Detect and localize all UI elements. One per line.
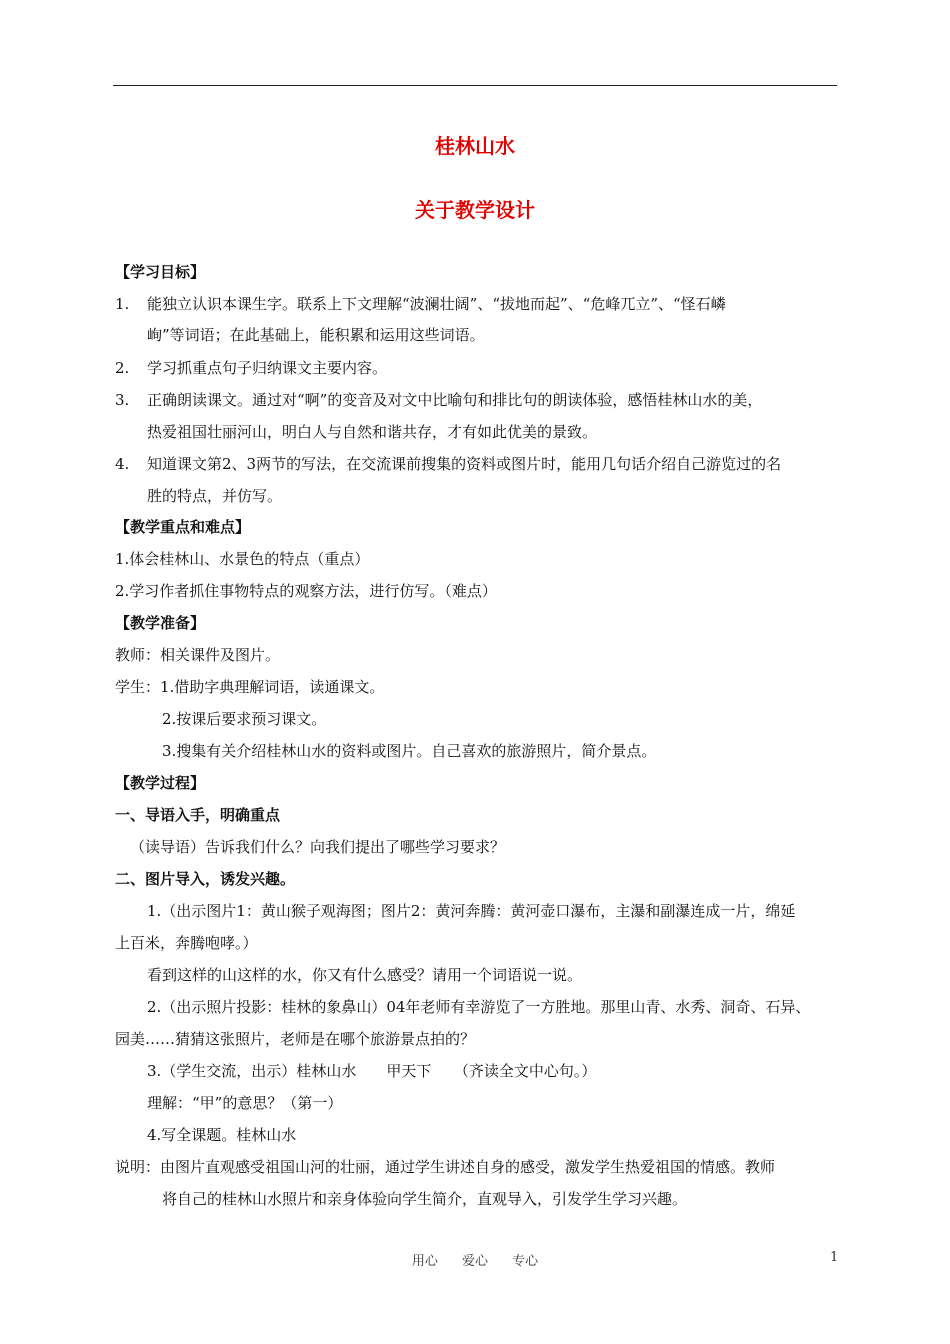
- footer-item: 用心: [411, 1254, 438, 1269]
- goal-line: 学习抓重点句子归纳课文主要内容。: [147, 359, 388, 377]
- page-number: 1: [830, 1250, 839, 1265]
- doc-title: 桂林山水: [435, 134, 515, 158]
- goal-line: 胜的特点，并仿写。: [147, 487, 283, 505]
- doc-subtitle: 关于教学设计: [415, 198, 535, 222]
- goals-heading: 【学习目标】: [115, 263, 206, 281]
- step2-line: 理解：“甲”的意思？（第一）: [147, 1094, 343, 1112]
- step2-line: 1.（出示图片1：黄山猴子观海图；图片2：黄河奔腾：黄河壶口瀑布，主瀑和副瀑连成一片，绵延: [147, 902, 796, 920]
- step2-line: 4.写全课题。桂林山水: [147, 1126, 297, 1144]
- process-heading: 【教学过程】: [115, 774, 206, 792]
- goal-number: 1.: [115, 295, 130, 313]
- header-rule: [113, 85, 837, 86]
- prep-teacher: 教师：相关课件及图片。: [115, 646, 281, 664]
- step2-line: 园美……猜猜这张照片，老师是在哪个旅游景点拍的？: [115, 1030, 476, 1048]
- goal-line: 知道课文第2、3两节的写法，在交流课前搜集的资料或图片时，能用几句话介绍自己游览过的名: [147, 455, 782, 473]
- goal-line: 峋”等词语；在此基础上，能积累和运用这些词语。: [147, 326, 485, 344]
- step2-line: 上百米，奔腾咆哮。）: [115, 934, 258, 952]
- step2-line: 看到这样的山这样的水，你又有什么感受？请用一个词语说一说。: [147, 966, 583, 984]
- step1-heading: 一、导语入手，明确重点: [115, 806, 281, 824]
- step2-heading: 二、图片导入，诱发兴趣。: [115, 870, 296, 888]
- key-item: 1.体会桂林山、水景色的特点（重点）: [115, 550, 370, 568]
- note-line: 将自己的桂林山水照片和亲身体验向学生简介，直观导入，引发学生学习兴趣。: [162, 1190, 688, 1208]
- prep-student: 学生：1.借助字典理解词语，读通课文。: [115, 678, 385, 696]
- goal-line: 能独立认识本课生字。联系上下文理解“波澜壮阔”、“拔地而起”、“危峰兀立”、“怪石嶙: [147, 295, 726, 313]
- goal-number: 2.: [115, 359, 130, 377]
- step2-line: 3.（学生交流，出示）桂林山水 甲天下 （齐读全文中心句。）: [147, 1062, 597, 1080]
- goal-line: 热爱祖国壮丽河山，明白人与自然和谐共存，才有如此优美的景致。: [147, 423, 598, 441]
- key-heading: 【教学重点和难点】: [115, 518, 251, 536]
- goal-line: 正确朗读课文。通过对“啊”的变音及对文中比喻句和排比句的朗读体验，感悟桂林山水的美，: [147, 391, 763, 409]
- footer-item: 爱心: [461, 1254, 488, 1269]
- prep-student: 2.按课后要求预习课文。: [162, 710, 327, 728]
- prep-heading: 【教学准备】: [115, 614, 206, 632]
- goal-number: 3.: [115, 391, 130, 409]
- page-footer: [0, 1250, 950, 1269]
- prep-student: 3.搜集有关介绍桂林山水的资料或图片。自己喜欢的旅游照片，简介景点。: [162, 742, 657, 760]
- goal-number: 4.: [115, 455, 130, 473]
- note-line: 说明：由图片直观感受祖国山河的壮丽，通过学生讲述自身的感受，激发学生热爱祖国的情感。教师: [115, 1158, 776, 1176]
- step2-line: 2.（出示照片投影：桂林的象鼻山）04年老师有幸游览了一方胜地。那里山青、水秀、洞奇、石异、: [147, 998, 811, 1016]
- step1-text: （读导语）告诉我们什么？向我们提出了哪些学习要求？: [130, 838, 506, 856]
- key-item: 2.学习作者抓住事物特点的观察方法，进行仿写。（难点）: [115, 582, 497, 600]
- footer-item: 专心: [512, 1254, 539, 1269]
